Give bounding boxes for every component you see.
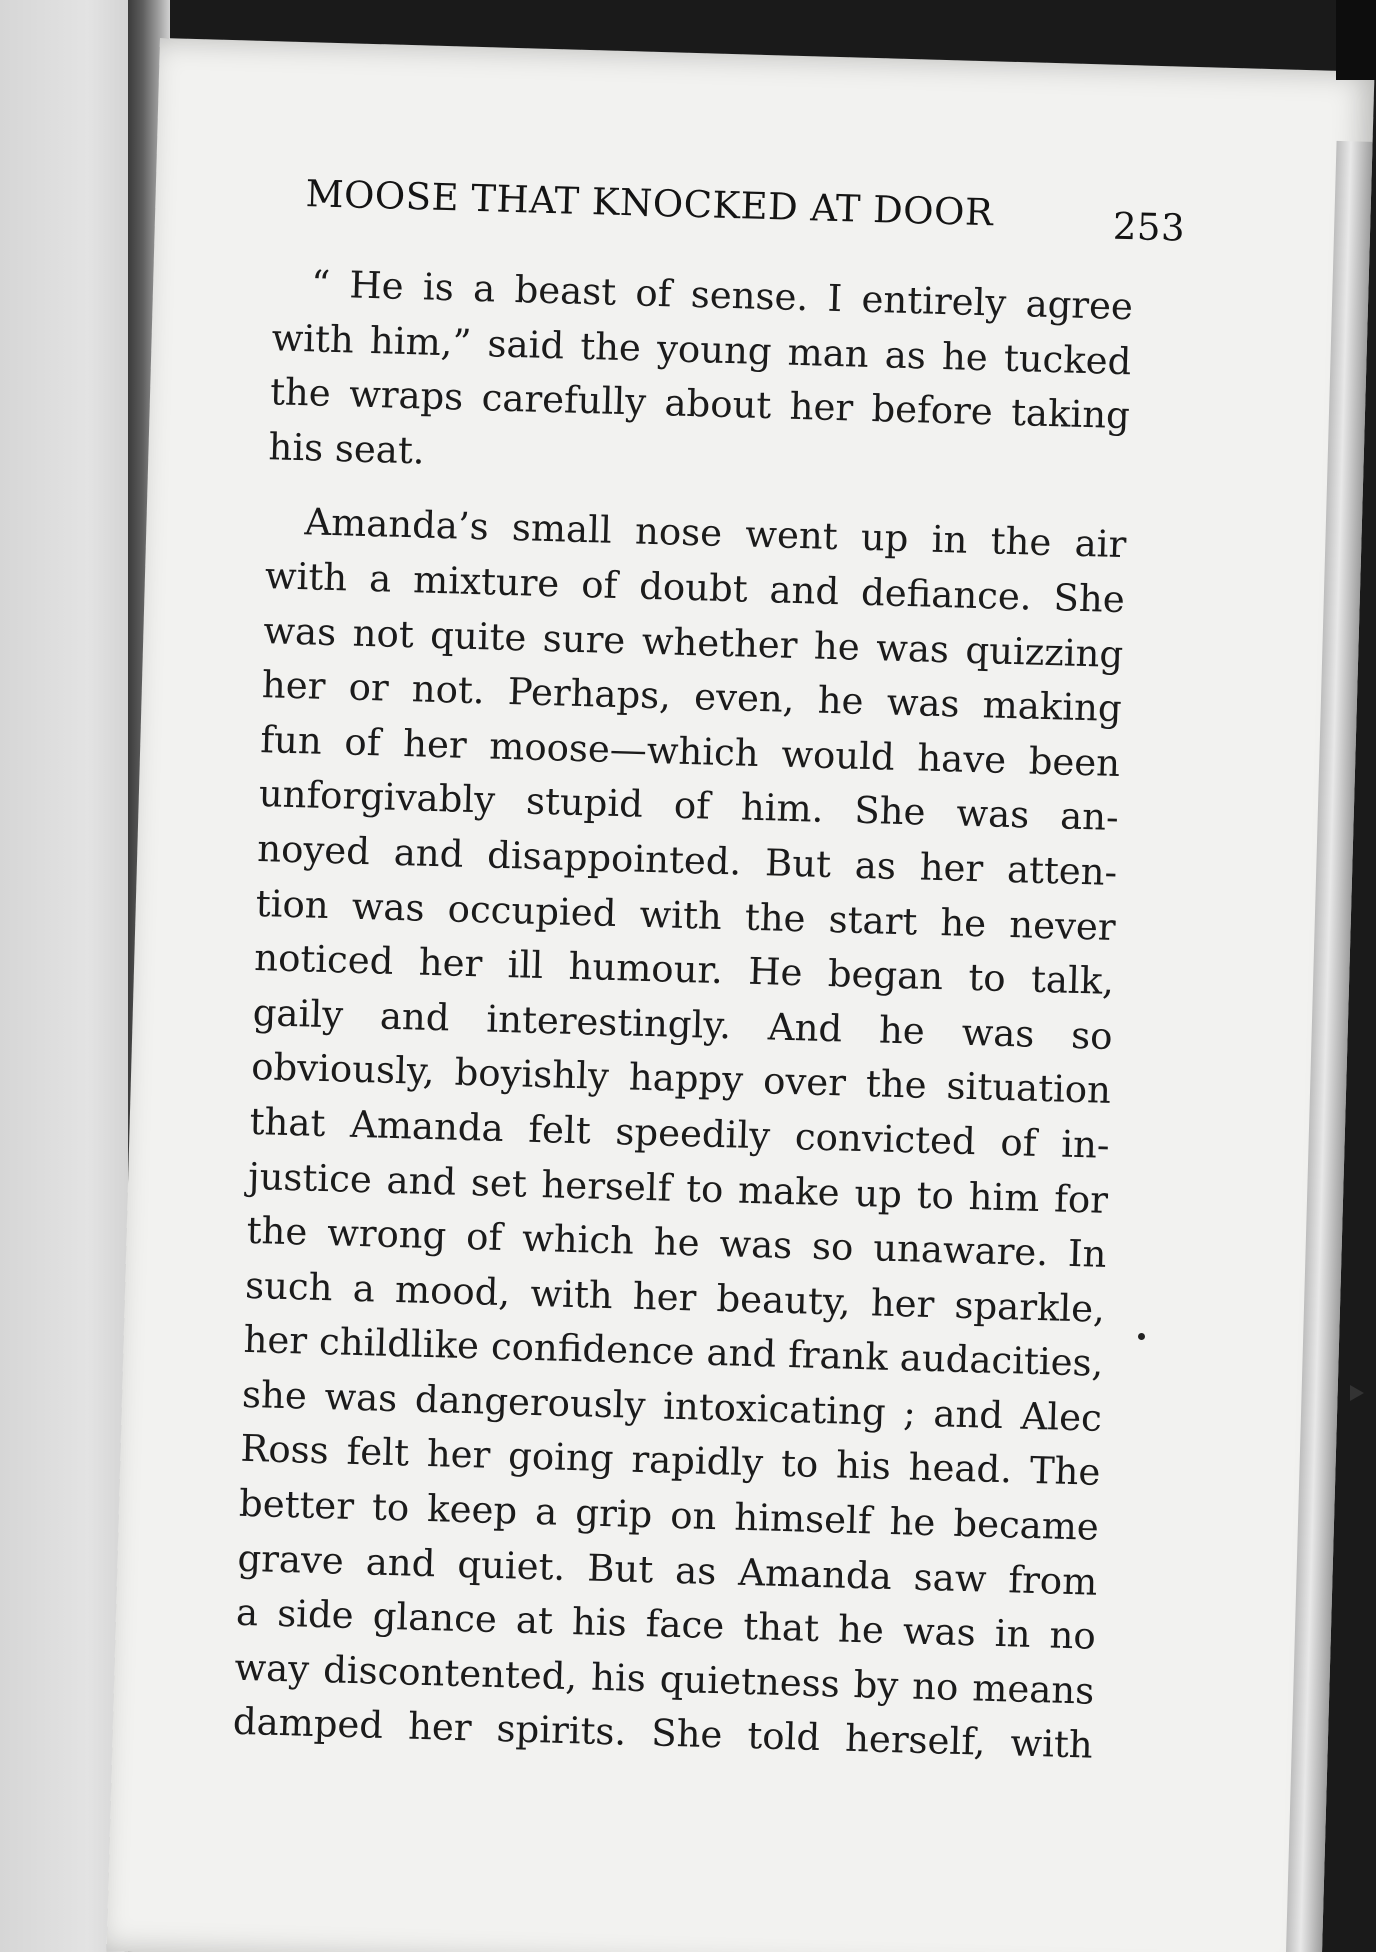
text-line: a side glance at his face that he was in no — [235, 1590, 1097, 1658]
text-line: tion was occupied with the start he never — [255, 881, 1117, 949]
text-line: damped her spirits. She told herself, with — [232, 1700, 1094, 1768]
text-line: that Amanda felt speedily convicted of in- — [249, 1099, 1111, 1167]
text-line: way discontented, his quietness by no means — [233, 1645, 1095, 1713]
running-title: MOOSE THAT KNOCKED AT DOOR — [305, 172, 994, 235]
text-line: Amanda’s small nose went up in the air — [303, 500, 1127, 567]
text-line: grave and quiet. But as Amanda saw from — [236, 1536, 1098, 1604]
running-header — [305, 172, 1186, 250]
text-line: such a mood, with her beauty, her sparkle, — [244, 1263, 1106, 1331]
scan-background-corner — [1336, 0, 1376, 80]
text-line: “ He is a beast of sense. I entirely agree — [310, 262, 1134, 329]
text-line: noticed her ill humour. He began to talk, — [253, 936, 1115, 1004]
text-line: his seat. — [268, 424, 426, 473]
text-line: with him,” said the young man as he tucked — [271, 315, 1132, 383]
text-line: her or not. Perhaps, even, he was making — [261, 663, 1123, 731]
right-page — [107, 38, 1375, 1952]
text-line: unforgivably stupid of him. She was an- — [258, 772, 1120, 840]
text-line: better to keep a grip on himself he became — [238, 1481, 1100, 1549]
text-line: Ross felt her going rapidly to his head. The — [240, 1427, 1101, 1495]
text-line: obviously, boyishly happy over the situation — [250, 1045, 1112, 1113]
text-line: gaily and interestingly. And he was so — [252, 990, 1114, 1058]
text-line: the wrong of which he was so unaware. In — [246, 1208, 1108, 1276]
text-line: the wraps carefully about her before taking — [269, 370, 1131, 438]
body-text — [232, 256, 1133, 1773]
ink-speck — [1138, 1333, 1145, 1340]
text-line: her childlike confidence and frank audacities, — [243, 1318, 1104, 1386]
page-number: 253 — [1112, 204, 1186, 250]
text-line: was not quite sure whether he was quizzing — [262, 608, 1124, 676]
text-line: justice and set herself to make up to him for — [247, 1154, 1109, 1222]
text-line: she was dangerously intoxicating ; and Alec — [241, 1372, 1103, 1440]
text-line: noyed and disappointed. But as her atten- — [256, 826, 1118, 894]
text-line: fun of her moose—which would have been — [259, 717, 1121, 785]
text-line: with a mixture of doubt and defiance. She — [264, 554, 1126, 622]
page-edge-shadow — [1284, 141, 1373, 1952]
page-edge-mark — [1350, 1385, 1364, 1401]
